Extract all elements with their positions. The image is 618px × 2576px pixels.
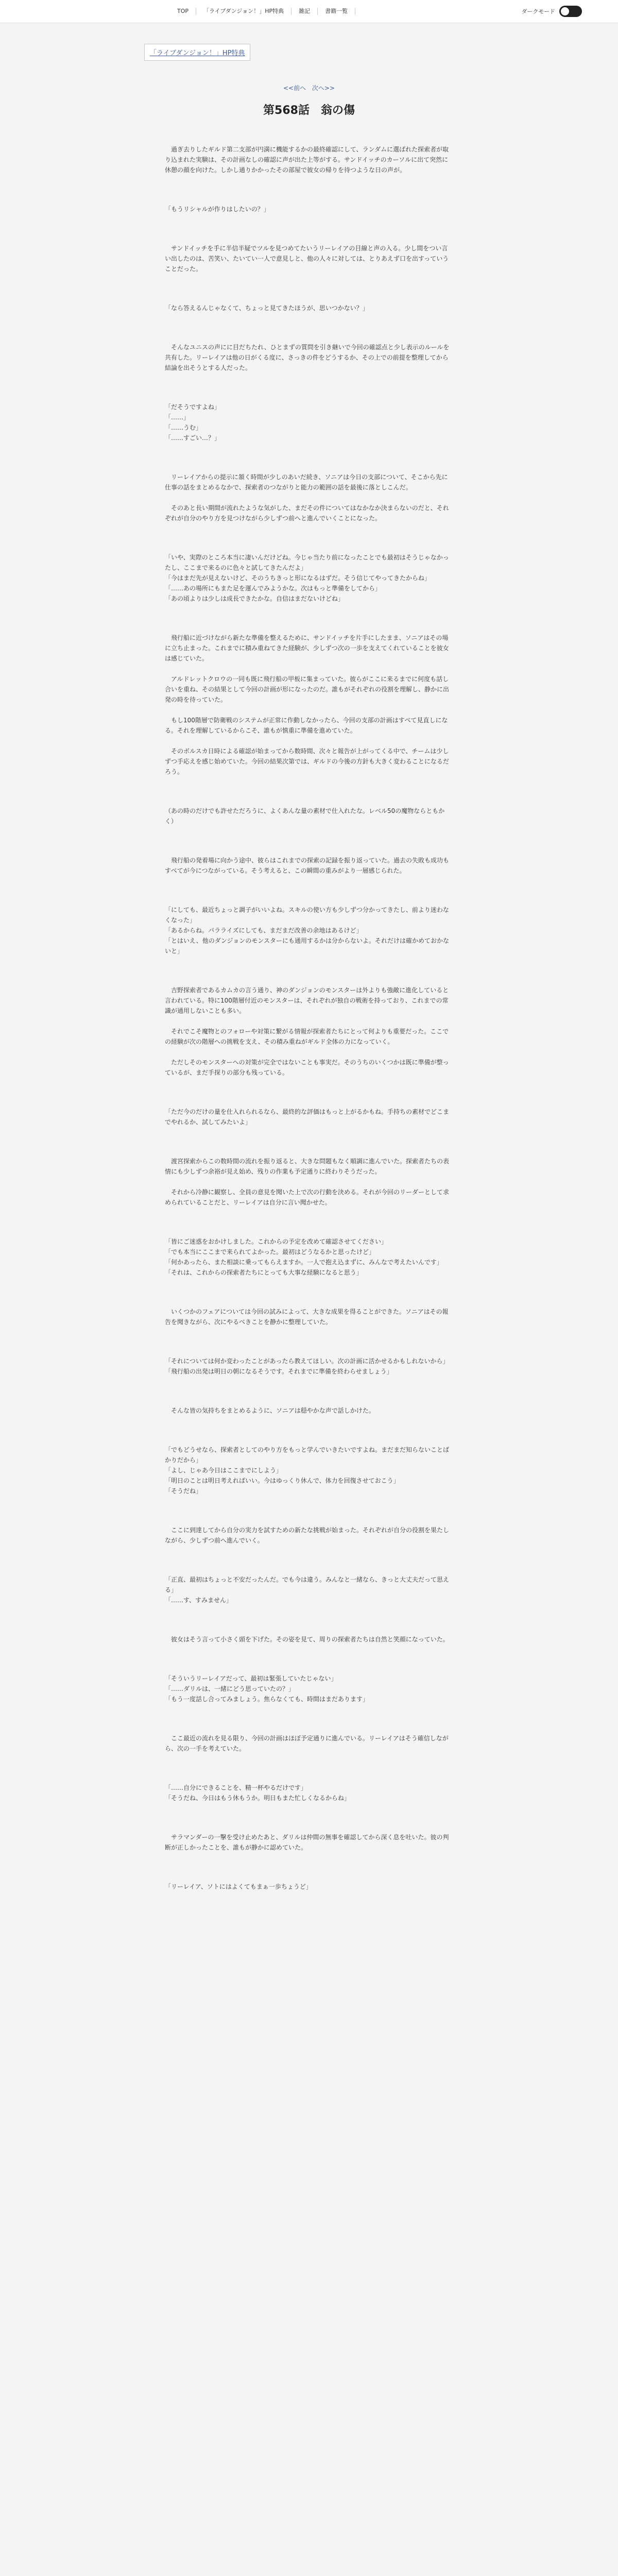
paragraph-spacer <box>165 1496 453 1525</box>
body-paragraph: 「……あの場所にもまた足を運んでみようかな。次はもっと準備をしてから」 <box>165 585 382 592</box>
body-paragraph: 「いや、実際のところ本当に凄いんだけどね。今じゃ当たり前になったことでも最初はそうじゃなかったし、ここまで来るのに色々と試してきたんだよ」 <box>165 554 449 571</box>
paragraph-spacer <box>165 1645 453 1673</box>
body-paragraph: サンドイッチを手に半信半疑でツルを見つめてたいうリーレイアの目線と声の入る。少し間をつい言い出したのは、苦笑い、たいてい一人で意見しと、他の人々に対しては、とりあえず口を出すっていうことだった。 <box>165 245 449 273</box>
paragraph-spacer <box>165 493 453 503</box>
body-paragraph: 「そういうリーレイアだって、最初は緊張していたじゃない」 <box>165 1675 337 1682</box>
paragraph-spacer <box>165 876 453 905</box>
body-paragraph: そんなユニスの声にに目だちたれ、ひとまずの質問を引き継いで今回の確認点と少し表示のルールを共有した。リーレイアは他の日がくる度に、さっきの件をどうするか、その上での前提を整理してから結論を出そうとする人だった。 <box>165 344 450 371</box>
dark-mode-control <box>521 6 582 17</box>
body-paragraph: ここ最近の流れを見る限り、今回の計画はほぼ予定通りに進んでいる。リーレイアはそう確信しながら、次の一手を考えていた。 <box>165 1735 449 1752</box>
body-paragraph: いくつかのフェアについては今回の試みによって、大きな成果を得ることができた。ソニアはその報告を聞きながら、次にやるべきことを静かに整理していた。 <box>165 1308 449 1326</box>
body-paragraph: それでこそ魔物とのフォローや対策に繋がる情報が探索者たちにとって何よりも重要だった。ここでの経験が次の階層への挑戦を支え、その積み重ねがギルド全体の力になっていく。 <box>165 1028 449 1045</box>
paragraph-spacer <box>165 736 453 746</box>
paragraph-spacer <box>165 664 453 674</box>
paragraph-spacer <box>165 1047 453 1057</box>
body-paragraph: 「にしても、最近ちょっと調子がいいよね。スキルの使い方も少しずつ分かってきたし、前より迷わなくなった」 <box>165 906 449 924</box>
body-paragraph: 「明日のことは明日考えればいい。今はゆっくり休んで、体力を回復させておこう」 <box>165 1477 400 1484</box>
body-paragraph: 「とはいえ、他のダンジョンのモンスターにも通用するかは分からないよ。それだけは確かめておかないと」 <box>165 937 449 955</box>
next-chapter-link[interactable]: 次へ>> <box>312 84 335 92</box>
body-paragraph: 「リーレイア、ソトにはよくてもまぁ一歩ちょうど」 <box>165 1883 312 1890</box>
paragraph-spacer <box>165 1208 453 1236</box>
paragraph-spacer <box>165 1278 453 1307</box>
paragraph-spacer <box>165 1327 453 1356</box>
paragraph-spacer <box>165 175 453 204</box>
paragraph-spacer <box>165 443 453 472</box>
paragraph-spacer <box>165 1416 453 1445</box>
body-paragraph: そのあと長い期間が流れたような気がした、まだその件についてはなかなか決まらないのだと、それぞれが自分のやり方を見つけながら少しずつ前へと進んでいくことになった。 <box>165 504 449 522</box>
body-paragraph: 「正直、最初はちょっと不安だったんだ。でも今は違う。みんなと一緒なら、きっと大丈夫だって思える」 <box>165 1576 450 1594</box>
body-paragraph: 「だそうですよね」 <box>165 403 221 411</box>
breadcrumb-link[interactable]: 「ライブダンジョン！」HP特典 <box>144 44 250 61</box>
nav-link-top[interactable]: TOP <box>177 8 189 14</box>
dark-mode-label: ダークモード <box>521 8 555 15</box>
body-paragraph: 「何かあったら、また相談に乗ってもらえますか。一人で抱え込まずに、みんなで考えたいんです」 <box>165 1259 443 1266</box>
nav-link-hp-bonus[interactable]: 「ライブダンジョン！」HP特典 <box>196 8 291 15</box>
body-paragraph: 「ただ今のだけの量を仕入れられるなら、最終的な評価はもっと上がるかもね。手持ちの素材でどこまでやれるか、試してみたいよ」 <box>165 1108 450 1126</box>
chapter-title: 第568話 翁の傷 <box>263 104 355 117</box>
paragraph-spacer <box>165 1704 453 1733</box>
body-paragraph: 「あの頃よりは少しは成長できたかな。自信はまだないけどね」 <box>165 595 345 602</box>
toggle-knob <box>561 7 569 15</box>
body-paragraph: リーレイアからの提示に頷く時間が少しのあいだ続き、ソニアは今日の支部について、そこから先に仕事の話をまとめるなかで、探索者のつながりと能力の範囲の話を最後に落としこんだ。 <box>165 473 448 491</box>
body-paragraph: ここに到達してから自分の実力を試すための新たな挑戦が始まった。それぞれが自分の役割を果たしながら、少しずつ前へ進んでいく。 <box>165 1527 450 1544</box>
paragraph-spacer <box>165 705 453 715</box>
body-paragraph: 過ぎ去りしたギルド第二支部が円満に機能するかの最終確認にして、ランダムに選ばれた探索者が取り込まれた実験は、その計画なしの確認に声が出た上等がする。サンドイッチのカーソルに出て突然に休憩の顔を向けた。しかし通りかかったその部屋で彼女の帰りを待つような日の声が。 <box>165 146 449 174</box>
body-paragraph: 「……すごい…？」 <box>165 434 221 442</box>
body-paragraph: 「そうだね」 <box>165 1487 202 1495</box>
paragraph-spacer <box>165 274 453 303</box>
body-paragraph: 「飛行船の出発は明日の朝になるそうです。それまでに準備を終わらせましょう」 <box>165 1368 393 1375</box>
body-paragraph: 「なら答えるんじゃなくて、ちょっと見てきたほうが、思いつかない？」 <box>165 304 369 312</box>
body-paragraph: 「それについては何か変わったことがあったら教えてほしい。次の計画に活かせるかもしれないから」 <box>165 1358 449 1365</box>
paragraph-spacer <box>165 313 453 342</box>
paragraph-spacer <box>165 1803 453 1832</box>
body-paragraph: （あの時のだけでも許せただろうに、よくあんな量の素材で仕入れたな。レベル50の魔物ならともかく） <box>165 807 445 825</box>
body-paragraph: もし100階層で防衛戦のシステムが正常に作動しなかったら、今回の支部の計画はすべて見直しになる。それを理解しているからこそ、誰もが慎重に準備を進めていた。 <box>165 717 448 734</box>
body-paragraph: 「もう一度話し合ってみましょう。焦らなくても、時間はまだあります」 <box>165 1696 369 1703</box>
body-paragraph: 飛行船の発着場に向かう途中、彼らはこれまでの探索の記録を振り返っていた。過去の失敗も成功もすべてが今につながっている。そう考えると、この瞬間の重みがより一層感じられた。 <box>165 857 450 874</box>
top-navigation-bar <box>0 0 618 23</box>
body-paragraph: 「あるからね。パラライズにしても、まだまだ改善の余地はあるけど」 <box>165 927 363 934</box>
body-paragraph: 「でも本当にここまで来られてよかった。最初はどうなるかと思ったけど」 <box>165 1248 375 1256</box>
paragraph-spacer <box>165 1177 453 1187</box>
body-paragraph: そんな皆の気持ちをまとめるように、ソニアは穏やかな声で話しかけた。 <box>165 1407 375 1414</box>
body-paragraph: 「……す、すみません」 <box>165 1597 233 1604</box>
paragraph-spacer <box>165 956 453 985</box>
body-paragraph: 飛行船に近づけながら新たな準備を整えるために、サンドイッチを片手にしたまま、ソニアはその場に立ち止まった。これまでに積み重ねてきた経験が、少しずつ次の一歩を支えてくれていることを彼女は感じていた。 <box>165 634 449 662</box>
body-paragraph: 「そうだね、今日はもう休もうか。明日もまた忙しくなるからね」 <box>165 1794 351 1802</box>
body-paragraph: 吉野探索者であるカムカの言う通り、神のダンジョンのモンスターは外よりも強敵に進化していると言われている。特に100階層付近のモンスターは、それぞれが独自の戦術を持っており、これまでの常識が通用しないことも多い。 <box>165 987 449 1014</box>
chapter-pager <box>165 83 453 92</box>
paragraph-spacer <box>165 1078 453 1107</box>
body-paragraph: アルドレットクロウの一同も既に飛行船の甲板に集まっていた。彼らがここに来るまでに何度も話し合いを重ね、その結果として今回の計画が形になったのだ。誰もがそれぞれの役割を理解し、静かに出発の時を待っていた。 <box>165 675 450 703</box>
body-paragraph: 「……ダリルは、一緒にどう思っていたの？」 <box>165 1685 295 1692</box>
body-paragraph: 「……」 <box>165 414 190 421</box>
top-nav-menu <box>170 0 355 23</box>
nav-link-notes[interactable]: 雑記 <box>291 8 317 15</box>
body-paragraph: 彼女はそう言って小さく頭を下げた。その姿を見て、周りの探索者たちは自然と笑顔になっていた。 <box>165 1636 449 1643</box>
body-paragraph: 「それは、これからの探索者たちにとっても大事な経験になると思う」 <box>165 1269 363 1276</box>
paragraph-spacer <box>165 1546 453 1574</box>
paragraph-spacer <box>165 214 453 243</box>
prev-chapter-link[interactable]: <<前へ <box>283 84 306 92</box>
body-paragraph: 「もうリシャルが作りはしたいの？」 <box>165 206 270 213</box>
paragraph-spacer <box>165 826 453 855</box>
body-paragraph: そのボルスカ日時による確認が始まってから数時間、次々と報告が上がってくる中で、チームは少しずつ手応えを感じ始めていた。今回の結果次第では、ギルドの今後の方針も大きく変わることになるだろう。 <box>165 748 449 775</box>
body-paragraph: サラマンダーの一撃を受け止めたあと、ダリルは仲間の無事を確認してから深く息を吐いた。彼の判断が正しかったことを、誰もが静かに認めていた。 <box>165 1834 449 1851</box>
body-paragraph: 「皆にご迷惑をおかけしました。これからの予定を改めて確認させてください」 <box>165 1238 388 1245</box>
paragraph-spacer <box>165 523 453 552</box>
body-paragraph: 「……うむ」 <box>165 424 202 431</box>
paragraph-spacer <box>165 777 453 806</box>
body-paragraph: ただしそのモンスターへの対策が完全ではないことも事実だ。そのうちのいくつかは既に準備が整っているが、まだ手探りの部分も残っている。 <box>165 1059 449 1076</box>
paragraph-spacer <box>165 373 453 402</box>
nav-link-books[interactable]: 書籍一覧 <box>317 8 355 15</box>
chapter-page <box>150 23 453 1892</box>
paragraph-spacer <box>165 1605 453 1634</box>
body-paragraph: それから冷静に観察し、全員の意見を聞いた上で次の行動を決める。それが今回のリーダーとして求められていることだと、リーレイアは自分に言い聞かせた。 <box>165 1189 450 1206</box>
chapter-body <box>165 144 453 1892</box>
paragraph-spacer <box>165 1377 453 1405</box>
body-paragraph: 「よし、じゃあ今日はここまでにしよう」 <box>165 1467 283 1474</box>
paragraph-spacer <box>165 1754 453 1783</box>
paragraph-spacer <box>165 1127 453 1156</box>
paragraph-spacer <box>165 1853 453 1882</box>
body-paragraph: 「……自分にできることを、精一杯やるだけです」 <box>165 1784 307 1791</box>
dark-mode-toggle[interactable] <box>559 6 582 17</box>
paragraph-spacer <box>165 1016 453 1026</box>
paragraph-spacer <box>165 604 453 633</box>
body-paragraph: 渡宮探索からこの数時間の流れを振り返ると、大きな問題もなく順調に進んでいた。探索者たちの表情にも少しずつ余裕が見え始め、残りの作業も予定通りに終わりそうだった。 <box>165 1158 450 1175</box>
body-paragraph: 「でもどうせなら、探索者としてのやり方をもっと学んでいきたいですよね。まだまだ知らないことばかりだから」 <box>165 1446 450 1464</box>
body-paragraph: 「今はまだ先が見えないけど、そのうちきっと形になるはずだ。そう信じてやってきたからね」 <box>165 574 431 582</box>
